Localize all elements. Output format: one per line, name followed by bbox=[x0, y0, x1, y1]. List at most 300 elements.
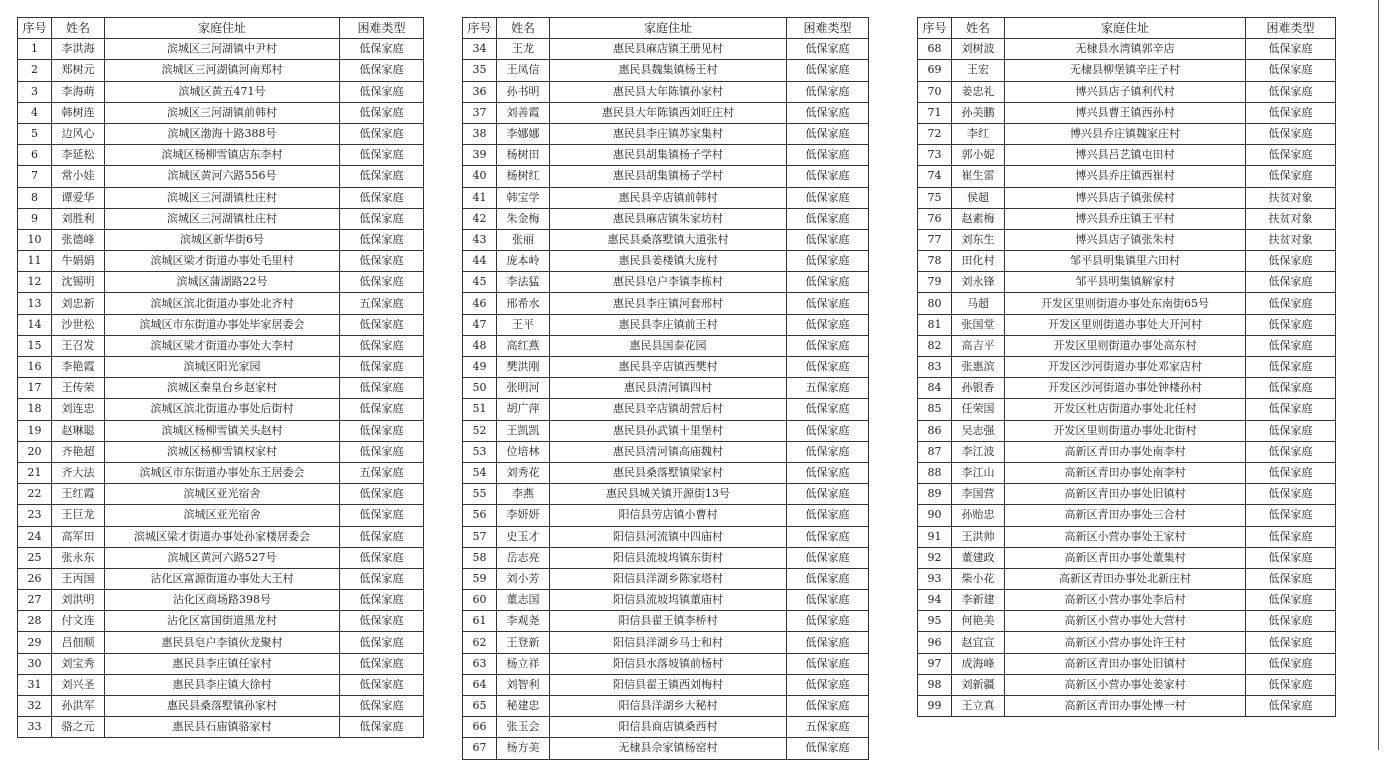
header-address: 家庭住址 bbox=[1005, 18, 1246, 39]
cell-no: 40 bbox=[463, 166, 497, 187]
cell-type: 低保家庭 bbox=[340, 696, 424, 717]
cell-type: 低保家庭 bbox=[1246, 399, 1336, 420]
table-row bbox=[918, 272, 1336, 293]
cell-name: 刘东生 bbox=[952, 229, 1005, 250]
cell-no: 38 bbox=[463, 123, 497, 144]
cell-address: 高新区青田办事处北新庄村 bbox=[1005, 568, 1246, 589]
table-row bbox=[463, 420, 869, 441]
table-row bbox=[918, 187, 1336, 208]
cell-no: 76 bbox=[918, 208, 952, 229]
table-row bbox=[18, 505, 424, 526]
cell-no: 14 bbox=[18, 314, 52, 335]
cell-name: 赵宜宣 bbox=[952, 632, 1005, 653]
cell-type: 低保家庭 bbox=[1246, 696, 1336, 717]
cell-name: 刘智利 bbox=[497, 674, 550, 695]
table-row bbox=[918, 166, 1336, 187]
cell-type: 低保家庭 bbox=[787, 611, 869, 632]
cell-type: 低保家庭 bbox=[340, 717, 424, 738]
cell-address: 惠民县桑落墅镇大道张村 bbox=[550, 229, 787, 250]
table-row bbox=[18, 378, 424, 399]
table-row bbox=[18, 208, 424, 229]
cell-name: 李洪海 bbox=[52, 39, 105, 60]
cell-type: 五保家庭 bbox=[340, 462, 424, 483]
cell-no: 84 bbox=[918, 378, 952, 399]
table-row bbox=[918, 441, 1336, 462]
cell-no: 80 bbox=[918, 293, 952, 314]
cell-type: 低保家庭 bbox=[340, 145, 424, 166]
table-row bbox=[18, 60, 424, 81]
cell-no: 22 bbox=[18, 484, 52, 505]
cell-name: 刘连忠 bbox=[52, 399, 105, 420]
cell-address: 博兴县乔庄镇西崔村 bbox=[1005, 166, 1246, 187]
cell-name: 崔生雷 bbox=[952, 166, 1005, 187]
cell-type: 低保家庭 bbox=[787, 674, 869, 695]
cell-no: 81 bbox=[918, 314, 952, 335]
cell-address: 高新区青田办事处董集村 bbox=[1005, 547, 1246, 568]
cell-address: 滨城区秦皇台乡赵家村 bbox=[105, 378, 340, 399]
cell-no: 12 bbox=[18, 272, 52, 293]
roster-table-3 bbox=[917, 17, 1336, 717]
cell-type: 低保家庭 bbox=[1246, 632, 1336, 653]
cell-no: 5 bbox=[18, 123, 52, 144]
cell-type: 低保家庭 bbox=[340, 611, 424, 632]
cell-address: 无棣县柳堡镇辛庄子村 bbox=[1005, 60, 1246, 81]
cell-no: 30 bbox=[18, 653, 52, 674]
cell-address: 高新区青田办事处南李村 bbox=[1005, 462, 1246, 483]
cell-name: 孙银香 bbox=[952, 378, 1005, 399]
header-no: 序号 bbox=[463, 18, 497, 39]
table-row bbox=[918, 39, 1336, 60]
cell-name: 王登新 bbox=[497, 632, 550, 653]
cell-no: 26 bbox=[18, 568, 52, 589]
cell-type: 低保家庭 bbox=[787, 123, 869, 144]
cell-type: 低保家庭 bbox=[340, 166, 424, 187]
cell-no: 52 bbox=[463, 420, 497, 441]
table-row bbox=[18, 81, 424, 102]
table-row bbox=[918, 611, 1336, 632]
table-row bbox=[463, 717, 869, 738]
cell-type: 低保家庭 bbox=[340, 335, 424, 356]
cell-address: 阳信县水落坡镇前杨村 bbox=[550, 653, 787, 674]
cell-name: 郭小妮 bbox=[952, 145, 1005, 166]
table-row bbox=[463, 251, 869, 272]
cell-type: 低保家庭 bbox=[787, 251, 869, 272]
cell-no: 68 bbox=[918, 39, 952, 60]
cell-no: 3 bbox=[18, 81, 52, 102]
cell-name: 郑树元 bbox=[52, 60, 105, 81]
table-row bbox=[918, 102, 1336, 123]
cell-address: 惠民县大年陈镇孙家村 bbox=[550, 81, 787, 102]
cell-no: 32 bbox=[18, 696, 52, 717]
cell-type: 低保家庭 bbox=[1246, 547, 1336, 568]
cell-name: 邢希水 bbox=[497, 293, 550, 314]
cell-no: 16 bbox=[18, 357, 52, 378]
cell-address: 博兴县店子镇张侯村 bbox=[1005, 187, 1246, 208]
cell-name: 秘建忠 bbox=[497, 696, 550, 717]
cell-type: 五保家庭 bbox=[787, 717, 869, 738]
cell-type: 低保家庭 bbox=[787, 39, 869, 60]
cell-no: 69 bbox=[918, 60, 952, 81]
cell-type: 低保家庭 bbox=[787, 653, 869, 674]
cell-no: 91 bbox=[918, 526, 952, 547]
cell-address: 无棣县佘家镇杨窑村 bbox=[550, 738, 787, 759]
table-row bbox=[918, 590, 1336, 611]
cell-address: 惠民县国泰花园 bbox=[550, 335, 787, 356]
cell-type: 扶贫对象 bbox=[1246, 229, 1336, 250]
cell-no: 39 bbox=[463, 145, 497, 166]
cell-type: 低保家庭 bbox=[1246, 145, 1336, 166]
cell-type: 低保家庭 bbox=[340, 441, 424, 462]
cell-no: 60 bbox=[463, 590, 497, 611]
cell-address: 阳信县洋湖乡大秘村 bbox=[550, 696, 787, 717]
cell-name: 张德峰 bbox=[52, 229, 105, 250]
cell-no: 49 bbox=[463, 357, 497, 378]
table-row bbox=[918, 547, 1336, 568]
cell-type: 低保家庭 bbox=[787, 547, 869, 568]
cell-name: 高军田 bbox=[52, 526, 105, 547]
cell-address: 高新区青田办事处南李村 bbox=[1005, 441, 1246, 462]
cell-address: 开发区沙河街道办事处邓家店村 bbox=[1005, 357, 1246, 378]
cell-type: 低保家庭 bbox=[340, 590, 424, 611]
cell-no: 11 bbox=[18, 251, 52, 272]
cell-address: 滨城区市东街道办事处毕家居委会 bbox=[105, 314, 340, 335]
cell-name: 常小娃 bbox=[52, 166, 105, 187]
table-row bbox=[463, 674, 869, 695]
cell-type: 低保家庭 bbox=[787, 229, 869, 250]
table-row bbox=[918, 293, 1336, 314]
cell-no: 61 bbox=[463, 611, 497, 632]
table-row bbox=[918, 420, 1336, 441]
cell-name: 李江山 bbox=[952, 462, 1005, 483]
cell-name: 岳志亮 bbox=[497, 547, 550, 568]
cell-no: 29 bbox=[18, 632, 52, 653]
table-row bbox=[463, 547, 869, 568]
table-row bbox=[18, 123, 424, 144]
cell-no: 63 bbox=[463, 653, 497, 674]
table-row bbox=[18, 145, 424, 166]
cell-address: 惠民县麻店镇王册见村 bbox=[550, 39, 787, 60]
cell-address: 惠民县李庄镇苏家集村 bbox=[550, 123, 787, 144]
table-row bbox=[18, 293, 424, 314]
cell-type: 低保家庭 bbox=[787, 60, 869, 81]
table-row bbox=[918, 314, 1336, 335]
cell-name: 孙美鹏 bbox=[952, 102, 1005, 123]
cell-name: 刘兴圣 bbox=[52, 674, 105, 695]
cell-address: 开发区里则街道办事处大开河村 bbox=[1005, 314, 1246, 335]
cell-address: 博兴县店子镇张朱村 bbox=[1005, 229, 1246, 250]
cell-type: 低保家庭 bbox=[787, 187, 869, 208]
cell-name: 樊洪刚 bbox=[497, 357, 550, 378]
cell-name: 杨树田 bbox=[497, 145, 550, 166]
cell-type: 低保家庭 bbox=[1246, 39, 1336, 60]
cell-name: 李红 bbox=[952, 123, 1005, 144]
cell-name: 韩树连 bbox=[52, 102, 105, 123]
cell-name: 李江波 bbox=[952, 441, 1005, 462]
cell-address: 博兴县乔庄镇魏家庄村 bbox=[1005, 123, 1246, 144]
cell-address: 惠民县辛店镇胡营后村 bbox=[550, 399, 787, 420]
cell-address: 惠民县李庄镇前王村 bbox=[550, 314, 787, 335]
table-row bbox=[463, 123, 869, 144]
cell-address: 滨城区杨柳雪镇关头赵村 bbox=[105, 420, 340, 441]
cell-no: 96 bbox=[918, 632, 952, 653]
cell-name: 李延松 bbox=[52, 145, 105, 166]
cell-no: 57 bbox=[463, 526, 497, 547]
cell-no: 55 bbox=[463, 484, 497, 505]
cell-name: 刘忠新 bbox=[52, 293, 105, 314]
table-row bbox=[463, 399, 869, 420]
cell-type: 低保家庭 bbox=[787, 462, 869, 483]
cell-name: 齐艳超 bbox=[52, 441, 105, 462]
cell-type: 低保家庭 bbox=[787, 81, 869, 102]
cell-type: 低保家庭 bbox=[1246, 441, 1336, 462]
cell-address: 滨城区阳光家园 bbox=[105, 357, 340, 378]
cell-type: 低保家庭 bbox=[1246, 166, 1336, 187]
cell-type: 低保家庭 bbox=[787, 357, 869, 378]
cell-address: 高新区小营办事处姜家村 bbox=[1005, 674, 1246, 695]
table-row bbox=[463, 60, 869, 81]
cell-name: 付文连 bbox=[52, 611, 105, 632]
cell-address: 阳信县翟王镇西刘梅村 bbox=[550, 674, 787, 695]
cell-address: 滨城区三河湖镇杜庄村 bbox=[105, 208, 340, 229]
cell-name: 李新建 bbox=[952, 590, 1005, 611]
cell-address: 滨城区蒲湖路22号 bbox=[105, 272, 340, 293]
cell-type: 低保家庭 bbox=[787, 632, 869, 653]
cell-no: 95 bbox=[918, 611, 952, 632]
cell-name: 赵琳聪 bbox=[52, 420, 105, 441]
cell-no: 4 bbox=[18, 102, 52, 123]
table-row bbox=[18, 272, 424, 293]
table-row bbox=[918, 632, 1336, 653]
cell-type: 低保家庭 bbox=[340, 632, 424, 653]
cell-no: 59 bbox=[463, 568, 497, 589]
cell-type: 低保家庭 bbox=[787, 484, 869, 505]
cell-type: 低保家庭 bbox=[1246, 653, 1336, 674]
cell-no: 41 bbox=[463, 187, 497, 208]
table-row bbox=[463, 272, 869, 293]
table-row bbox=[463, 378, 869, 399]
cell-type: 低保家庭 bbox=[340, 208, 424, 229]
table-row bbox=[18, 484, 424, 505]
cell-address: 惠民县城关镇开源街13号 bbox=[550, 484, 787, 505]
cell-no: 24 bbox=[18, 526, 52, 547]
cell-address: 高新区青田办事处旧镇村 bbox=[1005, 484, 1246, 505]
table-row bbox=[463, 632, 869, 653]
table-row bbox=[18, 357, 424, 378]
header-address: 家庭住址 bbox=[550, 18, 787, 39]
roster-table-1 bbox=[17, 17, 424, 738]
cell-address: 滨城区市东街道办事处东王居委会 bbox=[105, 462, 340, 483]
cell-no: 25 bbox=[18, 547, 52, 568]
cell-type: 五保家庭 bbox=[340, 293, 424, 314]
cell-address: 惠民县麻店镇朱家坊村 bbox=[550, 208, 787, 229]
table-row bbox=[918, 81, 1336, 102]
cell-no: 74 bbox=[918, 166, 952, 187]
header-no: 序号 bbox=[918, 18, 952, 39]
cell-name: 刘宝秀 bbox=[52, 653, 105, 674]
cell-name: 张永东 bbox=[52, 547, 105, 568]
cell-address: 高新区小营办事处王家村 bbox=[1005, 526, 1246, 547]
cell-address: 滨城区梁才街道办事处毛里村 bbox=[105, 251, 340, 272]
cell-address: 博兴县吕艺镇屯田村 bbox=[1005, 145, 1246, 166]
table-row bbox=[463, 81, 869, 102]
cell-type: 低保家庭 bbox=[340, 81, 424, 102]
cell-no: 20 bbox=[18, 441, 52, 462]
cell-name: 张国堂 bbox=[952, 314, 1005, 335]
table-row bbox=[463, 526, 869, 547]
table-row bbox=[918, 60, 1336, 81]
cell-name: 骆之元 bbox=[52, 717, 105, 738]
cell-type: 低保家庭 bbox=[340, 123, 424, 144]
table-header-row bbox=[18, 18, 424, 39]
cell-name: 边风心 bbox=[52, 123, 105, 144]
table-row bbox=[18, 717, 424, 738]
cell-name: 柴小花 bbox=[952, 568, 1005, 589]
cell-no: 93 bbox=[918, 568, 952, 589]
cell-no: 33 bbox=[18, 717, 52, 738]
table-row bbox=[18, 674, 424, 695]
table-row bbox=[918, 399, 1336, 420]
cell-no: 72 bbox=[918, 123, 952, 144]
cell-no: 73 bbox=[918, 145, 952, 166]
cell-type: 扶贫对象 bbox=[1246, 187, 1336, 208]
header-type: 困难类型 bbox=[787, 18, 869, 39]
cell-address: 滨城区黄河六路527号 bbox=[105, 547, 340, 568]
table-row bbox=[463, 484, 869, 505]
table-row bbox=[18, 611, 424, 632]
cell-name: 朱金梅 bbox=[497, 208, 550, 229]
header-name: 姓名 bbox=[952, 18, 1005, 39]
cell-address: 滨城区新华街6号 bbox=[105, 229, 340, 250]
cell-address: 惠民县姜楼镇大庞村 bbox=[550, 251, 787, 272]
cell-name: 李观尧 bbox=[497, 611, 550, 632]
cell-no: 8 bbox=[18, 187, 52, 208]
cell-no: 9 bbox=[18, 208, 52, 229]
cell-no: 31 bbox=[18, 674, 52, 695]
cell-address: 惠民县辛店镇前韩村 bbox=[550, 187, 787, 208]
cell-address: 滨城区黄河六路556号 bbox=[105, 166, 340, 187]
table-row bbox=[18, 251, 424, 272]
cell-type: 低保家庭 bbox=[340, 314, 424, 335]
table-row bbox=[18, 314, 424, 335]
cell-name: 刘秀花 bbox=[497, 462, 550, 483]
table-row bbox=[18, 335, 424, 356]
cell-name: 王凯凯 bbox=[497, 420, 550, 441]
cell-name: 李海萌 bbox=[52, 81, 105, 102]
cell-name: 王龙 bbox=[497, 39, 550, 60]
cell-no: 45 bbox=[463, 272, 497, 293]
cell-no: 50 bbox=[463, 378, 497, 399]
cell-name: 高红燕 bbox=[497, 335, 550, 356]
cell-type: 低保家庭 bbox=[787, 166, 869, 187]
cell-type: 低保家庭 bbox=[787, 696, 869, 717]
table-row bbox=[918, 357, 1336, 378]
table-row bbox=[918, 462, 1336, 483]
roster-table-2 bbox=[462, 17, 869, 760]
cell-type: 低保家庭 bbox=[787, 568, 869, 589]
cell-address: 惠民县大年陈镇西刘旺庄村 bbox=[550, 102, 787, 123]
cell-no: 7 bbox=[18, 166, 52, 187]
table-row bbox=[918, 653, 1336, 674]
cell-no: 19 bbox=[18, 420, 52, 441]
cell-name: 王洪帅 bbox=[952, 526, 1005, 547]
cell-no: 66 bbox=[463, 717, 497, 738]
cell-no: 36 bbox=[463, 81, 497, 102]
cell-address: 惠民县桑落墅镇孙家村 bbox=[105, 696, 340, 717]
cell-type: 低保家庭 bbox=[1246, 420, 1336, 441]
cell-address: 沾化区商场路398号 bbox=[105, 590, 340, 611]
cell-type: 低保家庭 bbox=[1246, 674, 1336, 695]
cell-address: 博兴县曹王镇西孙村 bbox=[1005, 102, 1246, 123]
cell-name: 张丽 bbox=[497, 229, 550, 250]
cell-type: 低保家庭 bbox=[1246, 81, 1336, 102]
cell-name: 庞本岭 bbox=[497, 251, 550, 272]
cell-address: 高新区青田办事处博一村 bbox=[1005, 696, 1246, 717]
cell-address: 博兴县店子镇利代村 bbox=[1005, 81, 1246, 102]
table-row bbox=[18, 526, 424, 547]
cell-address: 沾化区富源街道办事处大王村 bbox=[105, 568, 340, 589]
page-edge-line bbox=[1378, 0, 1379, 750]
cell-type: 低保家庭 bbox=[340, 674, 424, 695]
cell-no: 27 bbox=[18, 590, 52, 611]
cell-address: 高新区青田办事处旧镇村 bbox=[1005, 653, 1246, 674]
cell-type: 低保家庭 bbox=[787, 335, 869, 356]
cell-type: 低保家庭 bbox=[1246, 272, 1336, 293]
cell-name: 刘树波 bbox=[952, 39, 1005, 60]
cell-name: 齐大法 bbox=[52, 462, 105, 483]
cell-type: 低保家庭 bbox=[787, 441, 869, 462]
cell-no: 99 bbox=[918, 696, 952, 717]
cell-type: 低保家庭 bbox=[340, 272, 424, 293]
cell-address: 滨城区滨北街道办事处北齐村 bbox=[105, 293, 340, 314]
cell-name: 王召发 bbox=[52, 335, 105, 356]
cell-address: 惠民县清河镇四村 bbox=[550, 378, 787, 399]
cell-name: 谭爱华 bbox=[52, 187, 105, 208]
table-row bbox=[463, 39, 869, 60]
cell-no: 42 bbox=[463, 208, 497, 229]
cell-type: 低保家庭 bbox=[787, 293, 869, 314]
cell-name: 王凤信 bbox=[497, 60, 550, 81]
cell-no: 23 bbox=[18, 505, 52, 526]
cell-name: 孙洪军 bbox=[52, 696, 105, 717]
cell-type: 低保家庭 bbox=[787, 505, 869, 526]
cell-no: 47 bbox=[463, 314, 497, 335]
cell-no: 46 bbox=[463, 293, 497, 314]
table-row bbox=[918, 526, 1336, 547]
table-row bbox=[18, 102, 424, 123]
table-row bbox=[918, 378, 1336, 399]
table-row bbox=[463, 462, 869, 483]
cell-no: 43 bbox=[463, 229, 497, 250]
table-row bbox=[463, 208, 869, 229]
table-row bbox=[918, 145, 1336, 166]
cell-name: 张惠滨 bbox=[952, 357, 1005, 378]
cell-address: 阳信县劳店镇小曹村 bbox=[550, 505, 787, 526]
cell-no: 44 bbox=[463, 251, 497, 272]
cell-type: 扶贫对象 bbox=[1246, 208, 1336, 229]
table-row bbox=[463, 696, 869, 717]
table-row bbox=[18, 39, 424, 60]
cell-address: 高新区小营办事处大营村 bbox=[1005, 611, 1246, 632]
header-name: 姓名 bbox=[52, 18, 105, 39]
cell-address: 滨城区三河湖镇前韩村 bbox=[105, 102, 340, 123]
cell-type: 低保家庭 bbox=[1246, 590, 1336, 611]
cell-address: 惠民县石庙镇骆家村 bbox=[105, 717, 340, 738]
cell-no: 82 bbox=[918, 335, 952, 356]
cell-type: 低保家庭 bbox=[340, 378, 424, 399]
cell-no: 51 bbox=[463, 399, 497, 420]
table-row bbox=[918, 484, 1336, 505]
cell-no: 21 bbox=[18, 462, 52, 483]
